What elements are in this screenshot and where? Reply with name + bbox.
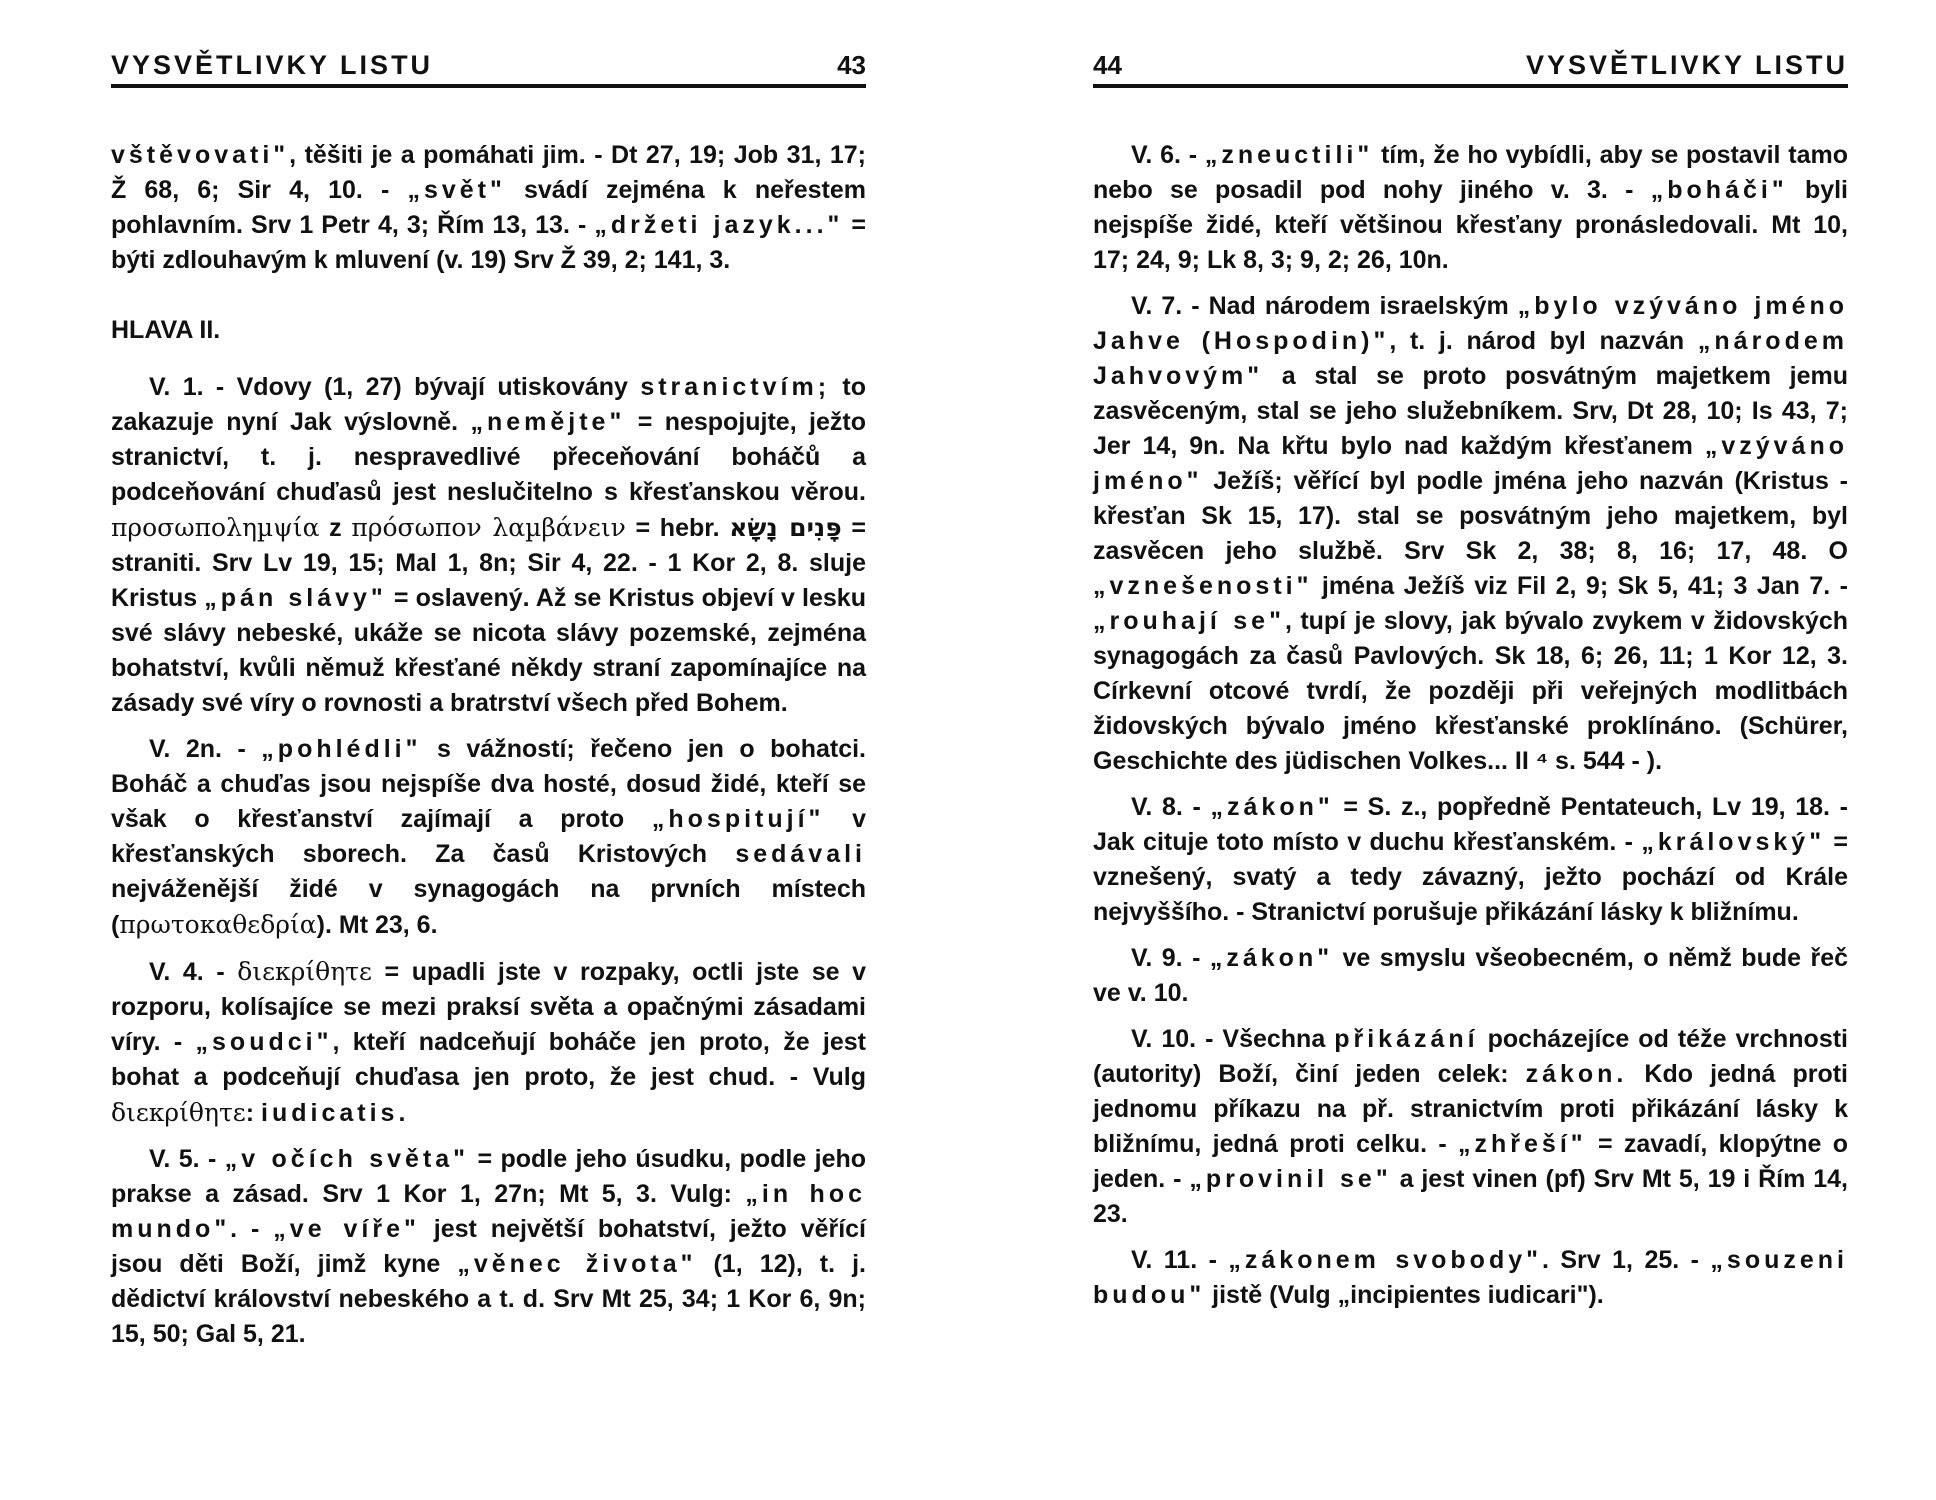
spaced-term: „v očích světa"	[224, 1145, 470, 1173]
verse-number: V. 7.	[1131, 292, 1183, 320]
running-head	[111, 50, 866, 88]
chapter-heading: HLAVA II.	[111, 316, 221, 344]
verse-number: V. 8.	[1131, 793, 1183, 821]
verse-number: V. 6.	[1131, 141, 1181, 169]
paragraph-verse-10	[1093, 1022, 1848, 1232]
text-run: -	[199, 1145, 225, 1173]
text-run: tím, že ho vybídli, aby se postavil tamo nebo se posadil pod nohy jiného v. 3. -	[1093, 141, 1848, 204]
running-head	[1093, 50, 1848, 88]
spaced-term: „zákonem svobody"	[1228, 1246, 1542, 1274]
spaced-term: „ve víře"	[273, 1215, 420, 1243]
text-run: a stal se proto posvátným majetkem jemu zasvěceným, stal se jeho služebníkem. Srv, Dt 28, 10; Is 43, 7; Jer 14, 9n. Na křtu bylo nad každým křesťanem	[1093, 362, 1848, 460]
paragraph-intro	[111, 138, 866, 278]
text-run: = vznešený, svatý a tedy závazný, ježto pochází od Krále nejvyššího. - Stranictví porušuje přikázání lásky k bližnímu.	[1093, 828, 1849, 926]
text-run: -	[1180, 141, 1205, 169]
greek-term: πρωτοκαθεδρία	[119, 910, 317, 939]
hebrew-term: פָּנִים נָשָׂא	[729, 513, 842, 542]
text-run: - Nad národem israelským	[1182, 292, 1518, 320]
verse-number: V. 4.	[149, 958, 204, 986]
spaced-term: „zákon"	[1209, 944, 1334, 972]
spaced-term: vštěvovati"	[111, 141, 290, 169]
text-run: a jest vinen (pf) Srv Mt 5, 19 i Řím 14, 23.	[1093, 1165, 1848, 1228]
text-run: = býti zdlouhavým k mluvení (v. 19) Srv Ž 39, 2; 141, 3.	[111, 211, 867, 274]
spaced-term: „zneuctili"	[1204, 141, 1374, 169]
spaced-term: sedávali	[735, 840, 866, 868]
text-run: Ježíš; věřící byl podle jména jeho nazván (Kristus - křesťan Sk 15, 17). stal se posvátným jeho majetkem, byl zasvěcen jeho službě. Srv Sk 2, 38; 8, 16; 17, 48. O	[1093, 467, 1848, 565]
spaced-term: „pohlédli"	[261, 735, 422, 763]
text-run: s vážností; řečeno jen o bohatci. Boháč a chuďas jsou nejspíše dva hosté, dosud židé, kteří se však o křesťanství zajímají a proto	[111, 735, 866, 833]
paragraph-verse-2	[111, 732, 866, 943]
text-run: -	[221, 735, 262, 763]
paragraph-verse-9	[1093, 941, 1848, 1011]
text-run: v křesťanských sborech. Za časů Kristových	[111, 805, 866, 868]
paragraph-verse-7	[1093, 289, 1848, 779]
spaced-term: „věnec života"	[457, 1250, 697, 1278]
spaced-term: „pán slávy"	[204, 584, 387, 612]
text-run: jistě (Vulg „incipientes iudicari").	[1205, 1281, 1604, 1309]
paragraph-verse-4	[111, 954, 866, 1131]
right-page	[1093, 50, 1848, 1324]
text-run: svádí zejména k neřestem pohlavním. Srv 1 Petr 4, 3; Řím 13, 13. -	[111, 176, 866, 239]
text-run: -	[1197, 1246, 1229, 1274]
text-run: . -	[230, 1215, 274, 1243]
spaced-term: „boháči"	[1650, 176, 1788, 204]
greek-term: πρόσωπον λαµβάνειν	[351, 513, 626, 542]
spaced-term: „královský"	[1641, 828, 1826, 856]
spaced-term: „nemějte"	[470, 408, 626, 436]
spaced-term: „provinil se"	[1189, 1165, 1392, 1193]
text-run: z	[319, 514, 352, 542]
text-run: jest největší bohatství, ježto věřící jsou děti Boží, jimž kyne	[111, 1215, 867, 1278]
spaced-term: iudicatis.	[261, 1099, 410, 1127]
text-run: = podle jeho úsudku, podle jeho prakse a zásad. Srv 1 Kor 1, 27n; Mt 5, 3. Vulg:	[111, 1145, 867, 1208]
text-run: = hebr.	[625, 514, 730, 542]
verse-number: V. 1.	[149, 373, 204, 401]
text-run: = S. z., popředně Pentateuch, Lv 19, 18. - Jak cituje toto místo v duchu křesťanském. -	[1093, 793, 1848, 856]
text-run: nejváženější židé v synagogách na prvních místech (	[111, 875, 866, 939]
verse-number: V. 2n.	[149, 735, 222, 763]
text-run: = upadli jste v rozpaky, octli jste se v rozporu, kolísajíce se mezi praksí světa a opačnými zásadami víry. -	[111, 958, 867, 1056]
text-run: , těšiti je a pomáhati jim. - Dt 27, 19; Job 31, 17; Ž 68, 6; Sir 4, 10. -	[111, 141, 866, 204]
spaced-term: „držeti jazyk..."	[594, 211, 844, 239]
left-page	[111, 50, 866, 1363]
page-number: 43	[837, 50, 866, 80]
spaced-term: „vznešenosti"	[1093, 572, 1313, 600]
spaced-term: „hospitují"	[651, 805, 825, 833]
text-run: -	[1182, 793, 1211, 821]
text-run: , tupí je slovy, jak bývalo zvykem v židovských synagogách za časů Pavlových. Sk 18, 6; 26, 11; 1 Kor 12, 3. Církevní otcové tvrdí, že později při veřejných modlitbách židovských bývalo jméno křesťanské proklínáno. (Schürer, Geschichte des jüdischen Volkes... II ⁴ s. 544 - ).	[1093, 607, 1848, 775]
page-body	[111, 138, 866, 1352]
spaced-term: „bylo vzýváno jméno Jahve (Hospodin)"	[1093, 292, 1849, 355]
text-run: (1, 12), t. j. dědictví království nebeského a t. d. Srv Mt 25, 34; 1 Kor 6, 9n; 15, 50; Gal 5, 21.	[111, 1250, 866, 1348]
text-run: - Vdovy (1, 27) bývají utiskovány	[203, 373, 641, 401]
paragraph-verse-1	[111, 370, 866, 721]
text-run: -	[203, 958, 238, 986]
text-run: -	[1182, 944, 1210, 972]
text-run: byli nejspíše židé, kteří většinou křesťany pronásledovali. Mt 10, 17; 24, 9; Lk 8, 3; 9, 2; 26, 10n.	[1093, 176, 1849, 274]
running-title: VYSVĚTLIVKY LISTU	[111, 50, 434, 80]
text-run: Kdo jedná proti jednomu příkazu na př. stranictvím proti přikázání lásky k bližnímu, jedná proti celku. -	[1093, 1060, 1848, 1158]
spaced-term: „zhřeší"	[1458, 1130, 1587, 1158]
paragraph-verse-8	[1093, 790, 1848, 930]
verse-number: V. 9.	[1131, 944, 1183, 972]
paragraph-verse-6	[1093, 138, 1848, 278]
paragraph-verse-5	[111, 1142, 866, 1352]
greek-term: διεκρίθητε	[111, 1098, 246, 1127]
text-run: :	[245, 1099, 262, 1127]
page-number: 44	[1093, 50, 1122, 80]
verse-number: V. 5.	[149, 1145, 200, 1173]
text-run: ve smyslu všeobecném, o němž bude řeč ve v. 10.	[1093, 944, 1848, 1007]
spaced-term: „souzeni budou"	[1093, 1246, 1848, 1309]
spaced-term: „svět"	[407, 176, 506, 204]
greek-term: διεκρίθητε	[237, 957, 372, 986]
text-run: = oslavený. Až se Kristus objeví v lesku své slávy nebeské, ukáže se nicota slávy pozemské, zejména bohatství, kvůli němuž křesťané někdy straní zapomínajíce na zásady své víry o rovnosti a bratrství všech před Bohem.	[111, 584, 866, 717]
text-run: . Srv 1, 25. -	[1541, 1246, 1711, 1274]
spaced-term: „soudci"	[195, 1028, 333, 1056]
verse-number: V. 11.	[1131, 1246, 1198, 1274]
spaced-term: přikázání	[1334, 1025, 1479, 1053]
spaced-term: „zákon"	[1210, 793, 1334, 821]
spaced-term: stranictvím;	[640, 373, 831, 401]
spaced-term: zákon.	[1525, 1060, 1628, 1088]
running-title: VYSVĚTLIVKY LISTU	[1525, 50, 1848, 80]
text-run: ). Mt 23, 6.	[316, 911, 438, 939]
text-run: , t. j. národ byl nazván	[1389, 327, 1698, 355]
verse-number: V. 10.	[1131, 1025, 1197, 1053]
spaced-term: „rouhají se"	[1093, 607, 1285, 635]
text-run: to zakazuje nyní Jak výslovně.	[111, 373, 867, 436]
text-run: = zavadí, klopýtne o jeden. -	[1093, 1130, 1849, 1193]
spaced-term: „národem Jahvovým"	[1093, 327, 1848, 390]
text-run: = nespojujte, ježto stranictví, t. j. nespravedlivé přeceňování boháčů a podceňování chuďasů jest neslučitelno s křesťanskou věrou.	[111, 408, 866, 506]
page-body	[1093, 138, 1848, 1313]
text-run: = straniti. Srv Lv 19, 15; Mal 1, 8n; Sir 4, 22. - 1 Kor 2, 8. sluje Kristus	[111, 514, 867, 612]
text-run: , kteří nadceňují boháče jen proto, že jest bohat a podceňují chuďasa jen proto, že jest chud. - Vulg	[111, 1028, 866, 1091]
text-run: - Všechna	[1196, 1025, 1335, 1053]
greek-term: προσωποληµψία	[111, 513, 320, 542]
paragraph-verse-11	[1093, 1243, 1848, 1313]
spaced-term: „vzýváno jméno"	[1093, 432, 1848, 495]
text-run: pocházejíce od téže vrchnosti (autority) Boží, činí jeden celek:	[1093, 1025, 1848, 1088]
spaced-term: „in hoc mundo"	[111, 1180, 866, 1243]
text-run: jména Ježíš viz Fil 2, 9; Sk 5, 41; 3 Jan 7. -	[1312, 572, 1848, 600]
